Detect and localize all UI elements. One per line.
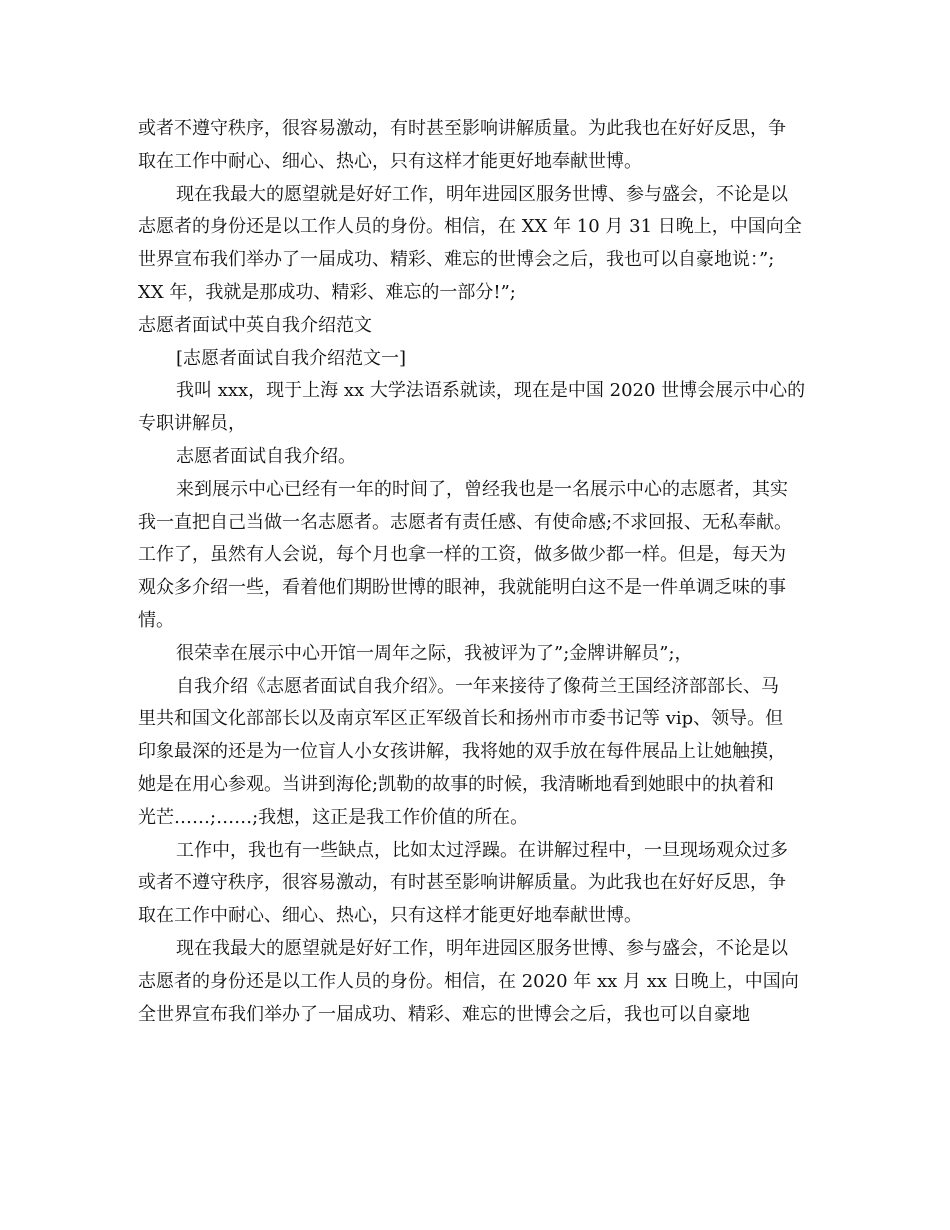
text-line: 光芒……;……;我想，这正是我工作价值的所在。 [138,806,529,828]
text-line: 她是在用心参观。当讲到海伦;凯勒的故事的时候，我清晰地看到她眼中的执着和 [138,773,775,795]
text-line: 现在我最大的愿望就是好好工作，明年进园区服务世博、参与盛会，不论是以 [176,183,788,205]
text-line: 志愿者面试中英自我介绍范文 [138,314,372,336]
text-line: 全世界宣布我们举办了一届成功、精彩、难忘的世博会之后，我也可以自豪地 [138,1003,750,1025]
text-line: 或者不遵守秩序，很容易激动，有时甚至影响讲解质量。为此我也在好好反思，争 [138,118,786,139]
text-line: [志愿者面试自我介绍范文一] [176,347,407,369]
text-line: 专职讲解员， [138,413,246,435]
text-line: 自我介绍《志愿者面试自我介绍》。一年来接待了像荷兰王国经济部部长、马 [176,675,779,697]
document-body [138,113,828,1031]
text-line: 工作了，虽然有人会说，每个月也拿一样的工资，做多做少都一样。但是，每天为 [138,544,786,566]
text-line: 印象最深的还是为一位盲人小女孩讲解，我将她的双手放在每件展品上让她触摸， [138,741,786,763]
text-line: 志愿者的身份还是以工作人员的身份。相信，在 2020 年 xx 月 xx 日晚上，中国向 [138,970,799,992]
text-line: 世界宣布我们举办了一届成功、精彩、难忘的世博会之后，我也可以自豪地说：”; [138,249,775,271]
text-line: 很荣幸在展示中心开馆一周年之际，我被评为了”;金牌讲解员”;， [176,642,693,664]
text-line: 取在工作中耐心、细心、热心，只有这样才能更好地奉献世博。 [138,905,642,927]
text-line: 情。 [138,609,174,631]
text-line: 志愿者面试自我介绍。 [176,445,356,467]
text-line: 现在我最大的愿望就是好好工作，明年进园区服务世博、参与盛会，不论是以 [176,937,788,959]
text-line: 志愿者的身份还是以工作人员的身份。相信，在 XX 年 10 月 31 日晚上，中国向全 [138,216,802,238]
text-line: 里共和国文化部部长以及南京军区正军级首长和扬州市市委书记等 vip、领导。但 [138,708,784,730]
text-line: 我一直把自己当做一名志愿者。志愿者有责任感、有使命感;不求回报、无私奉献。 [138,511,793,533]
text-line: 我叫 xxx，现于上海 xx 大学法语系就读，现在是中国 2020 世博会展示中心的 [176,380,806,402]
text-line: XX 年，我就是那成功、精彩、难忘的一部分!”; [138,281,516,303]
text-line: 观众多介绍一些，看着他们期盼世博的眼神，我就能明白这不是一件单调乏味的事 [138,577,786,599]
text-line: 或者不遵守秩序，很容易激动，有时甚至影响讲解质量。为此我也在好好反思，争 [138,872,786,894]
text-line: 来到展示中心已经有一年的时间了，曾经我也是一名展示中心的志愿者，其实 [176,478,788,500]
text-line: 取在工作中耐心、细心、热心，只有这样才能更好地奉献世博。 [138,150,642,172]
text-line: 工作中，我也有一些缺点，比如太过浮躁。在讲解过程中，一旦现场观众过多 [176,839,788,861]
